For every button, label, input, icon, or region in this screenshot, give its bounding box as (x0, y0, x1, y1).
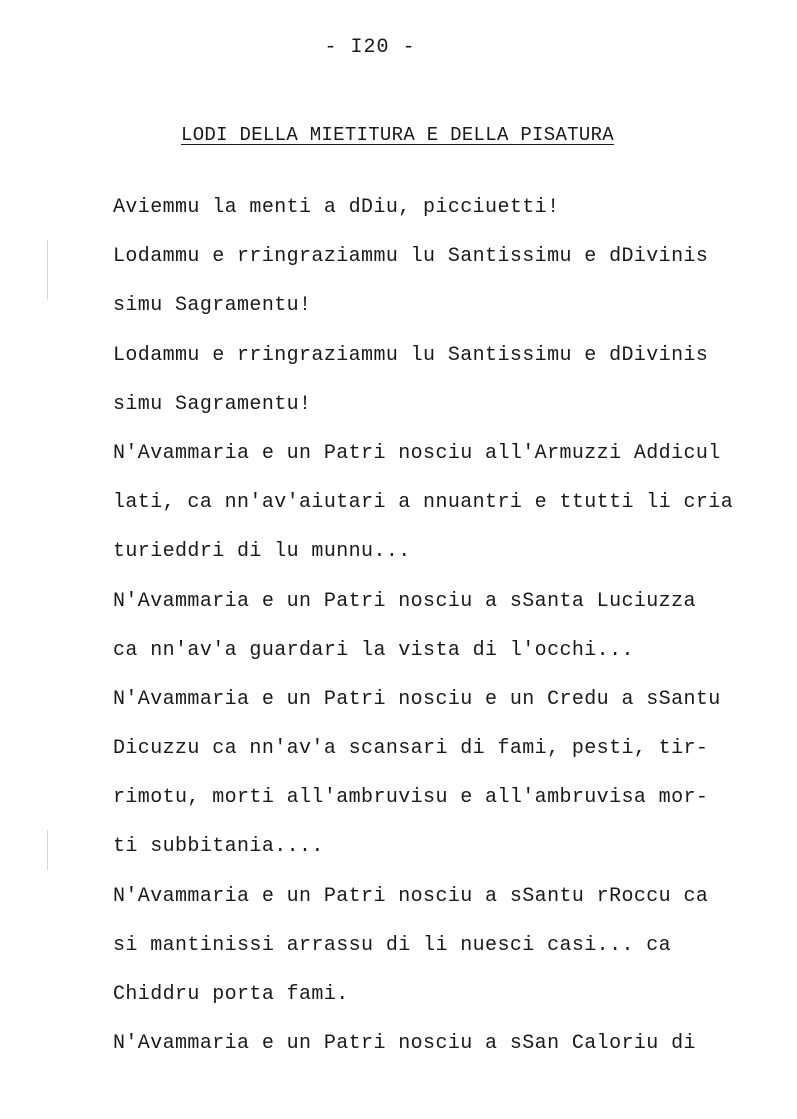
page-title: LODI DELLA MIETITURA E DELLA PISATURA (181, 124, 614, 146)
text-line: N'Avammaria e un Patri nosciu e un Credu a sSantu (113, 687, 721, 711)
text-line: N'Avammaria e un Patri nosciu a sSanta Luciuzza (113, 589, 696, 613)
text-line: N'Avammaria e un Patri nosciu a sSantu rRoccu ca (113, 884, 709, 908)
text-line: turieddri di lu munnu... (113, 540, 411, 564)
text-line: simu Sagramentu! (113, 294, 312, 318)
text-body (113, 196, 773, 1081)
text-line: N'Avammaria e un Patri nosciu all'Armuzzi Addicul (113, 441, 721, 465)
text-line: simu Sagramentu! (113, 392, 312, 416)
text-line: N'Avammaria e un Patri nosciu a sSan Caloriu di (113, 1032, 696, 1056)
text-line: Aviemmu la menti a dDiu, picciuetti! (113, 196, 560, 219)
text-line: si mantinissi arrassu di li nuesci casi... ca (113, 933, 672, 957)
scan-edge-mark (47, 240, 48, 300)
text-line: Lodammu e rringraziammu lu Santissimu e dDivinis (113, 343, 709, 367)
text-line: rimotu, morti all'ambruvisu e all'ambruvisa mor- (113, 786, 709, 810)
page-number: - I20 - (324, 36, 416, 59)
text-line: Lodammu e rringraziammu lu Santissimu e dDivinis (113, 245, 709, 269)
text-line: Dicuzzu ca nn'av'a scansari di fami, pesti, tir- (113, 737, 709, 761)
text-line: ca nn'av'a guardari la vista di l'occhi... (113, 638, 634, 662)
scan-edge-mark (47, 830, 48, 870)
text-line: lati, ca nn'av'aiutari a nnuantri e ttutti li cria (113, 491, 734, 515)
text-line: ti subbitania.... (113, 835, 324, 859)
text-line: Chiddru porta fami. (113, 983, 349, 1006)
